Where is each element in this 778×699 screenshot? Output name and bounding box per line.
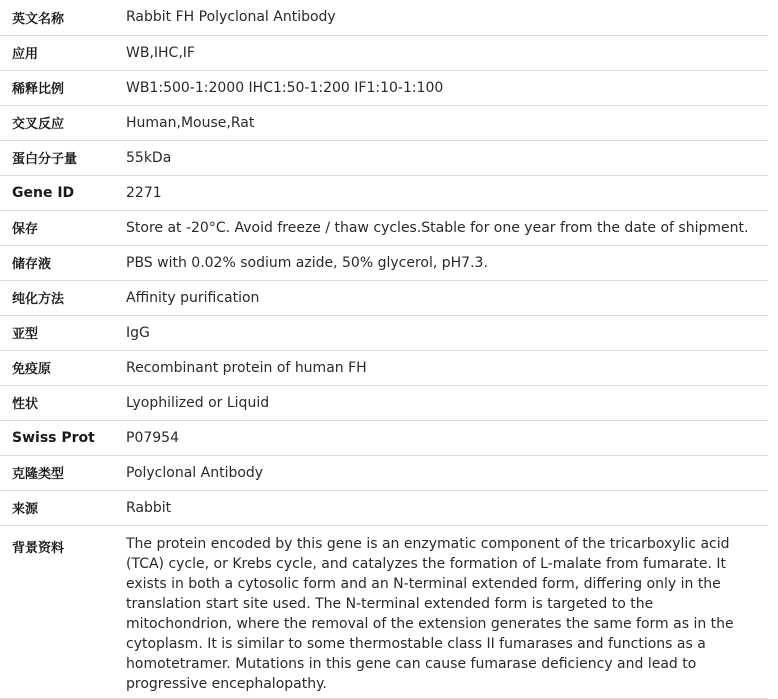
spec-label: 蛋白分子量 [0, 140, 126, 175]
spec-label: 稀释比例 [0, 70, 126, 105]
spec-value: Rabbit FH Polyclonal Antibody [126, 0, 768, 35]
spec-value: Affinity purification [126, 280, 768, 315]
spec-label: 交叉反应 [0, 105, 126, 140]
spec-value: WB1:500-1:2000 IHC1:50-1:200 IF1:10-1:100 [126, 70, 768, 105]
spec-label: 储存液 [0, 245, 126, 280]
spec-row-gene-id [0, 175, 768, 210]
spec-value: Store at -20°C. Avoid freeze / thaw cycles.Stable for one year from the date of shipment. [126, 210, 768, 245]
spec-row-swiss-prot [0, 420, 768, 455]
spec-value: WB,IHC,IF [126, 35, 768, 70]
spec-label: Swiss Prot [0, 420, 126, 455]
spec-value: IgG [126, 315, 768, 350]
spec-label: 英文名称 [0, 0, 126, 35]
spec-value: Rabbit [126, 490, 768, 525]
spec-label: 应用 [0, 35, 126, 70]
spec-row-application [0, 35, 768, 70]
spec-value: 2271 [126, 175, 768, 210]
spec-value: Lyophilized or Liquid [126, 385, 768, 420]
spec-label: 纯化方法 [0, 280, 126, 315]
spec-label: 亚型 [0, 315, 126, 350]
spec-row-immunogen [0, 350, 768, 385]
spec-value: Recombinant protein of human FH [126, 350, 768, 385]
spec-row-dilution [0, 70, 768, 105]
spec-label: 性状 [0, 385, 126, 420]
spec-row-form [0, 385, 768, 420]
spec-label: 保存 [0, 210, 126, 245]
spec-value: PBS with 0.02% sodium azide, 50% glycerol, pH7.3. [126, 245, 768, 280]
spec-label: 背景资料 [0, 525, 126, 698]
spec-value: 55kDa [126, 140, 768, 175]
spec-value: P07954 [126, 420, 768, 455]
spec-row-storage [0, 210, 768, 245]
spec-label: 免疫原 [0, 350, 126, 385]
spec-row-buffer [0, 245, 768, 280]
spec-row-english-name [0, 0, 768, 35]
spec-row-molecular-weight [0, 140, 768, 175]
spec-row-background [0, 525, 768, 698]
spec-label: 克隆类型 [0, 455, 126, 490]
spec-value: Human,Mouse,Rat [126, 105, 768, 140]
spec-row-purification [0, 280, 768, 315]
spec-label: 来源 [0, 490, 126, 525]
background-description: The protein encoded by this gene is an enzymatic component of the tricarboxylic acid (TCA) cycle, or Krebs cycle, and catalyzes the formation of L-malate from fumarate. It exists in both a cytosolic form and an N-terminal extended form, differing only in the translation start site used. The N-terminal extended form is targeted to the mitochondrion, where the removal of the extension generates the same form as in the cytoplasm. It is similar to some thermostable class II fumarases and functions as a homotetramer. Mutations in this gene can cause fumarase deficiency and lead to progressive encephalopathy. [126, 525, 768, 698]
spec-row-clonality [0, 455, 768, 490]
spec-row-reactivity [0, 105, 768, 140]
spec-value: Polyclonal Antibody [126, 455, 768, 490]
spec-row-isotype [0, 315, 768, 350]
spec-label: Gene ID [0, 175, 126, 210]
spec-row-host [0, 490, 768, 525]
